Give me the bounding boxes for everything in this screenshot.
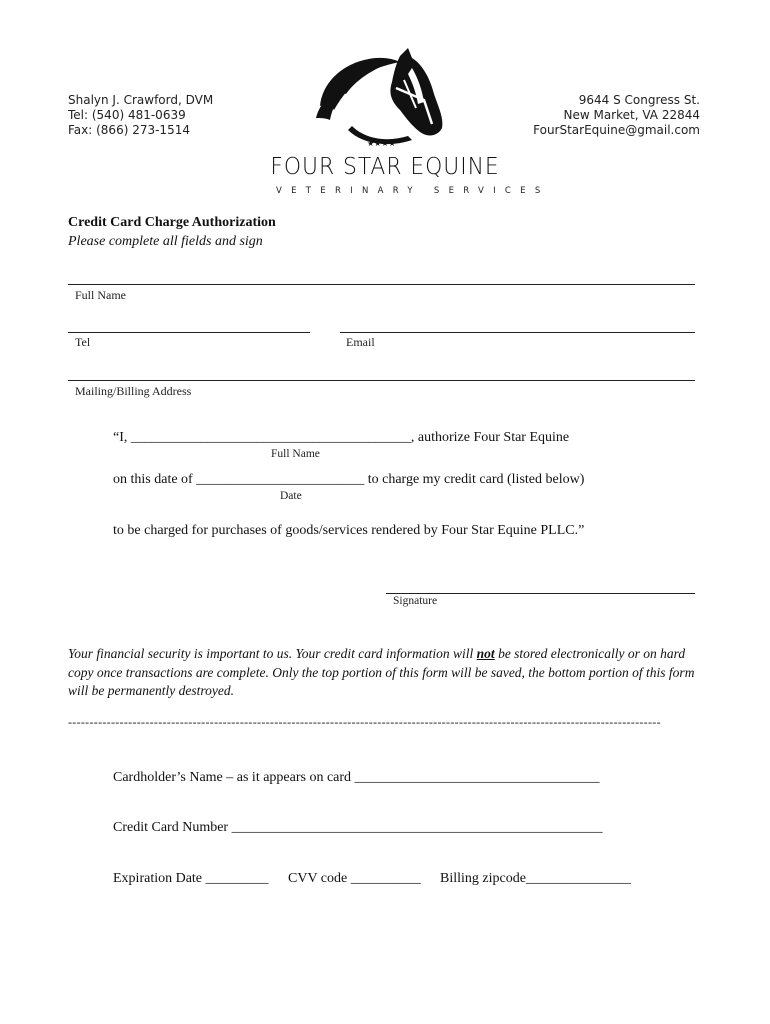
signature-label: Signature [393,595,438,607]
auth-line2-start: on this date of [113,472,197,487]
clinic-address [533,93,700,138]
form-subtitle: Please complete all fields and sign [68,234,263,249]
full-name-field[interactable] [68,284,695,285]
billing-zipcode-field[interactable]: Billing zipcode_______________ [440,871,631,886]
notice-part-1: Your financial security is important to us. Your credit card information will [68,646,477,661]
signature-field[interactable] [386,593,695,594]
cardholder-name-field[interactable]: Cardholder’s Name – as it appears on card ___________________________________ [113,770,600,785]
authorization-line-1 [113,430,569,446]
auth-full-name-caption: Full Name [271,448,320,460]
auth-date-blank[interactable]: ________________________ [196,472,365,487]
doctor-name: Shalyn J. Crawford, DVM [68,93,214,107]
clinic-email: FourStarEquine@gmail.com [533,123,700,137]
horse-logo-icon [312,44,452,154]
security-notice [68,645,708,701]
clinic-city: New Market, VA 22844 [563,108,700,122]
doctor-contact [68,93,213,138]
address-label: Mailing/Billing Address [75,384,192,398]
card-number-field[interactable]: Credit Card Number _____________________________________________________ [113,820,603,835]
authorization-line-3: to be charged for purchases of goods/services rendered by Four Star Equine PLLC.” [113,523,585,538]
doctor-tel: Tel: (540) 481-0639 [68,108,186,122]
tel-field[interactable] [68,332,310,333]
cut-line-divider: ------------------------------------------------------------------------------------------------------------------------------------------ [68,715,661,729]
auth-line1-start: “I, [113,430,131,445]
full-name-label: Full Name [75,288,126,302]
auth-line1-end: , authorize Four Star Equine [410,430,570,445]
auth-date-caption: Date [280,490,302,502]
notice-emphasis: not [476,646,495,661]
brand-name: FOUR STAR EQUINE [270,154,500,180]
expiration-date-field[interactable]: Expiration Date _________ [113,871,269,886]
clinic-street: 9644 S Congress St. [578,93,700,107]
auth-line2-end: to charge my credit card (listed below) [364,472,585,487]
email-field[interactable] [340,332,695,333]
notice-part-2: be stored electronically or on hard copy once transactions are complete. Only the top portion of this form will be saved, the bottom portion of this form will be permanently destroyed. [68,646,695,698]
authorization-line-2 [113,472,584,488]
brand-tagline: VETERINARY SERVICES [276,186,550,196]
tel-label: Tel [75,335,91,349]
address-field[interactable] [68,380,695,381]
cvv-code-field[interactable]: CVV code __________ [288,871,421,886]
svg-text:★★★★: ★★★★ [367,139,396,148]
form-title: Credit Card Charge Authorization [68,215,276,230]
doctor-fax: Fax: (866) 273-1514 [68,123,190,137]
auth-full-name-blank[interactable]: ________________________________________ [130,430,411,445]
email-label: Email [346,335,375,349]
